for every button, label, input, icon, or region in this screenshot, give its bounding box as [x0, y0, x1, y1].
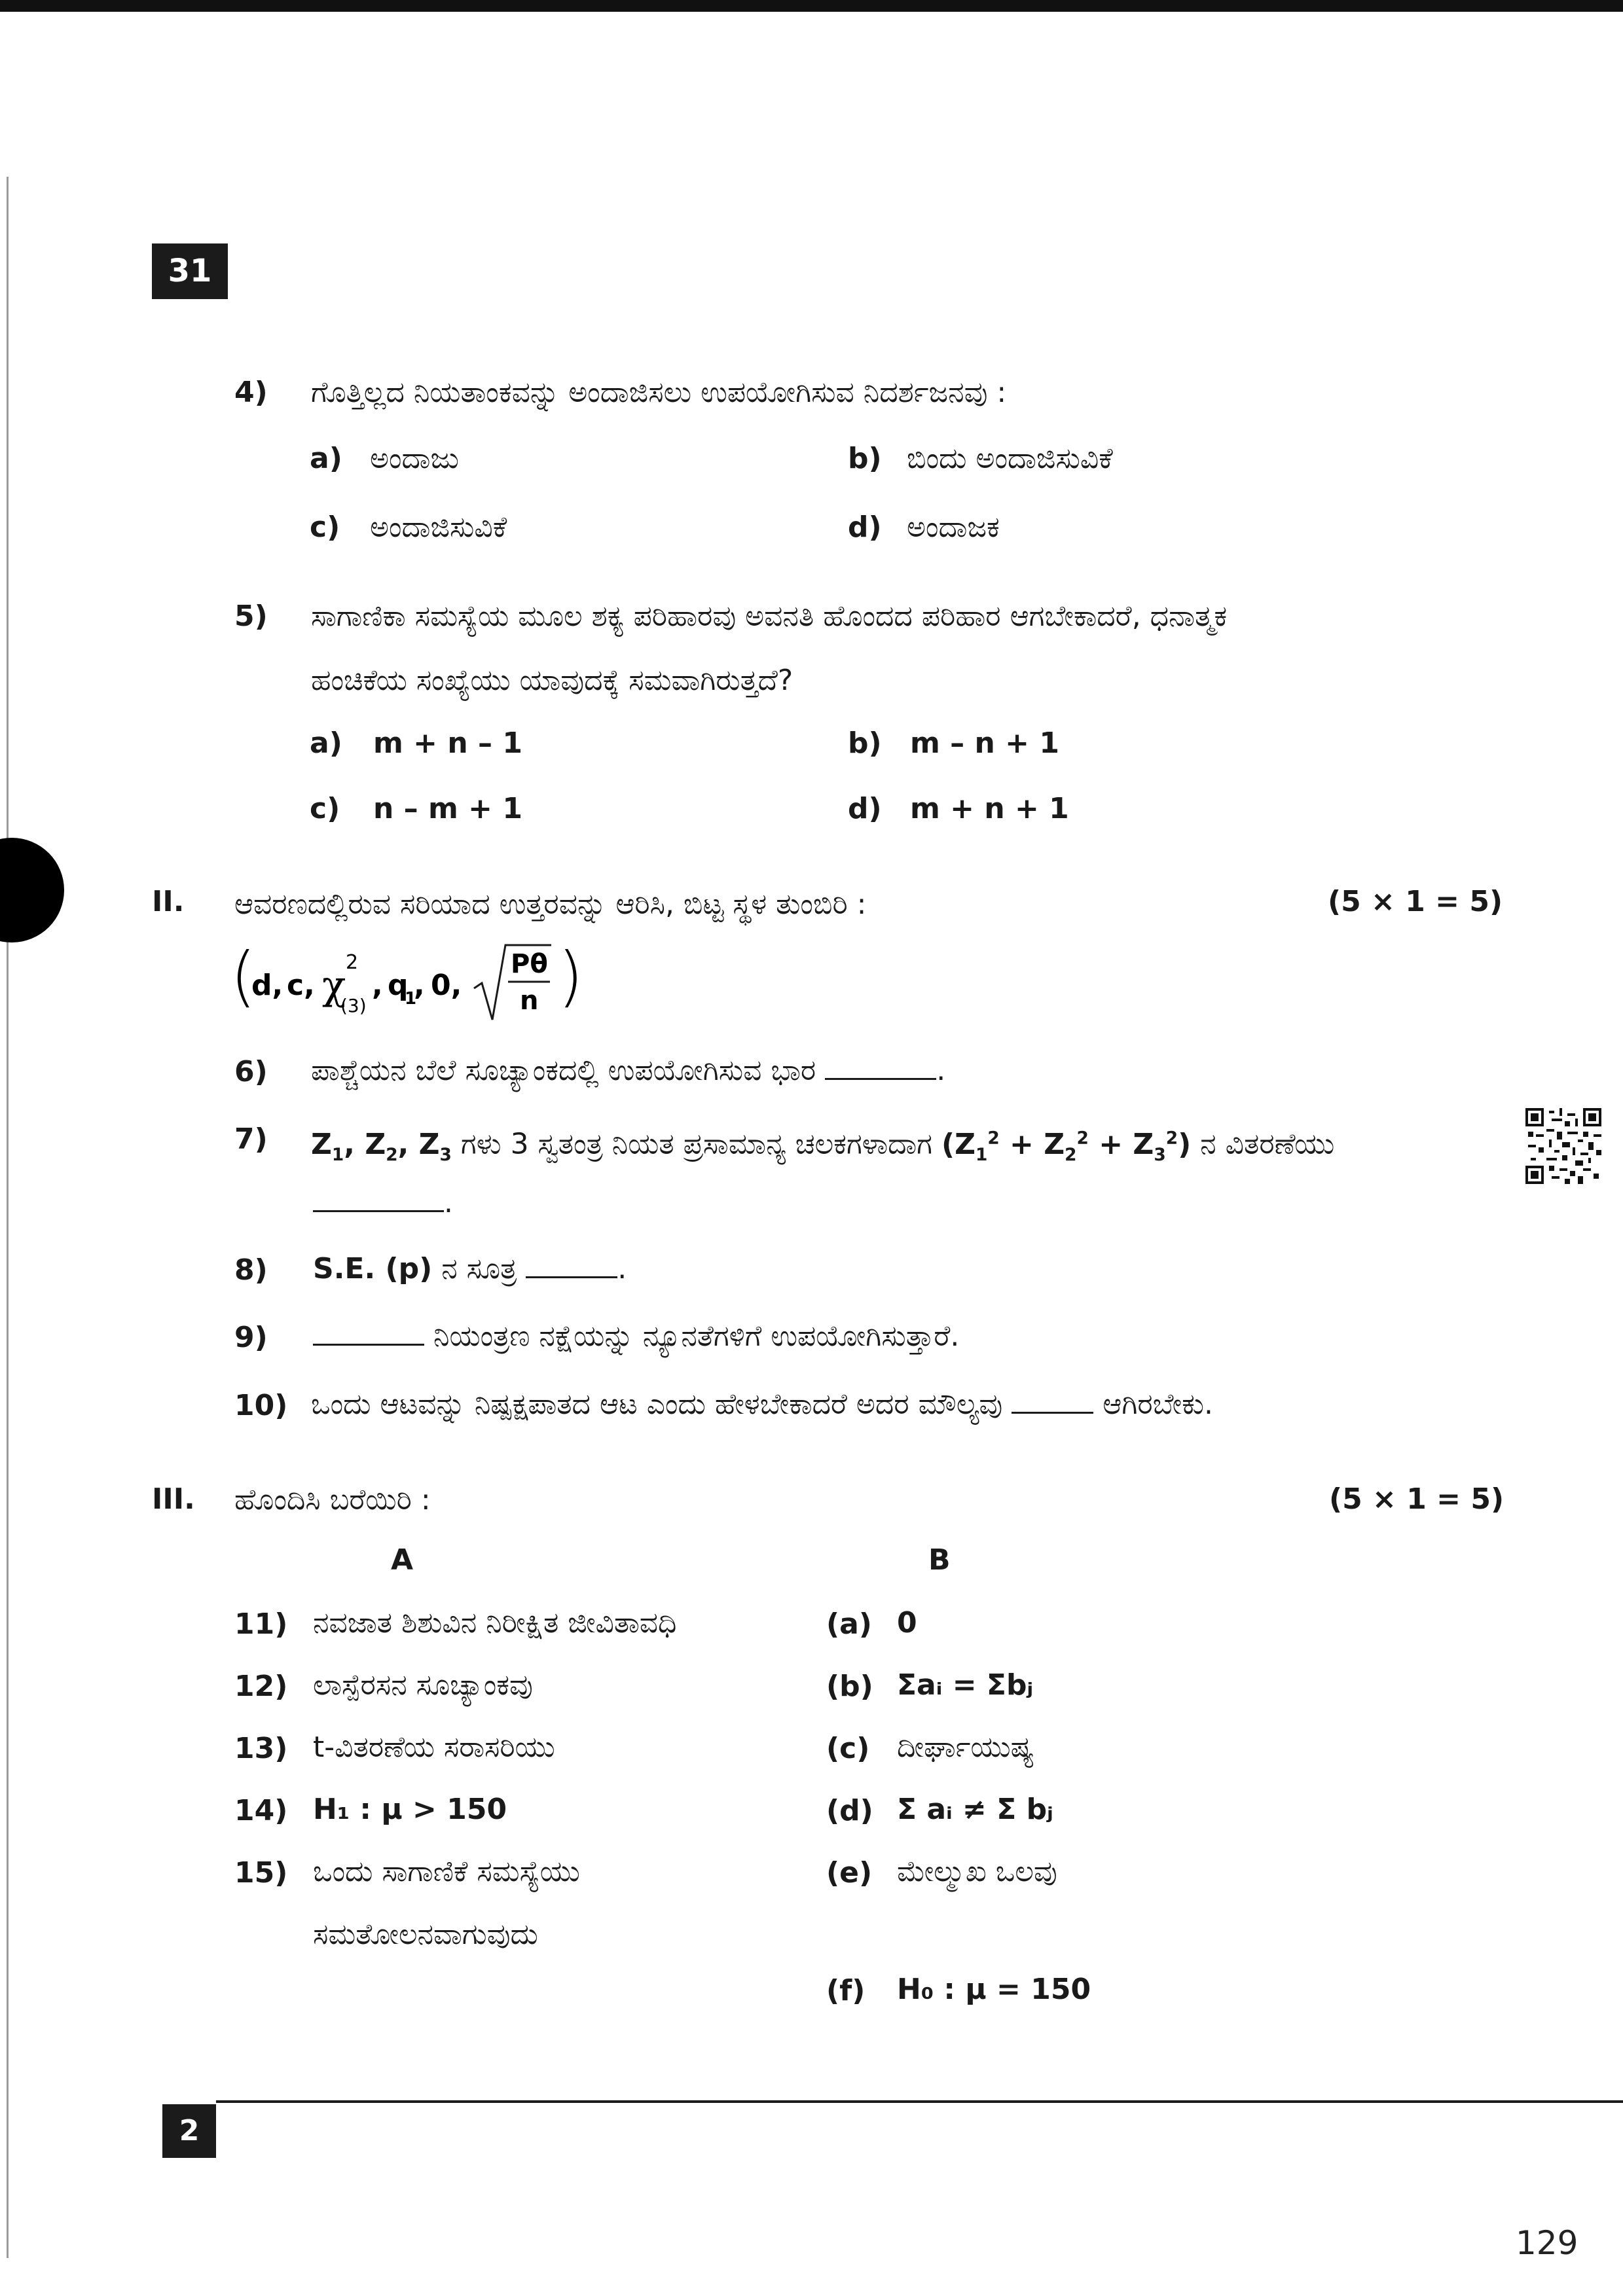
- option-text: ಅಂದಾಜಿಸುವಿಕೆ: [370, 511, 507, 544]
- option-label: a): [310, 442, 342, 475]
- question-4: [234, 373, 268, 412]
- answer-blank: [1012, 1386, 1093, 1414]
- match-a-number: 11): [234, 1607, 288, 1641]
- option-text: m – n + 1: [910, 726, 1059, 760]
- option-text: n – m + 1: [373, 792, 522, 825]
- column-b-heading: B: [928, 1543, 951, 1577]
- choice-chi: χ: [322, 963, 346, 1009]
- chi-superscript: 2: [346, 951, 359, 974]
- question-7: $Z_1$, $Z_2$, $Z_3$ ಗಳು 3 ಸ್ವತಂತ್ರ ನಿಯತ ಪ್ರಸಾಮಾನ್ಯ ಚಲಕಗಳಾದಾಗ $(Z_1^2 + Z_2^2 + Z_3^2)$ ನ ವಿತರಣೆಯು: [311, 1127, 1335, 1165]
- question-7-suffix: ನ ವಿತರಣೆಯು: [1200, 1127, 1335, 1161]
- open-paren: (: [230, 938, 257, 1014]
- column-a-heading: A: [391, 1543, 414, 1577]
- option-text: ಬಿಂದು ಅಂದಾಜಿಸುವಿಕೆ: [907, 442, 1113, 475]
- option-text: m + n – 1: [373, 726, 522, 760]
- option-label: c): [310, 792, 340, 825]
- question-number: 9): [234, 1321, 268, 1354]
- choice-zero: 0,: [431, 969, 462, 1002]
- match-a-text: H₁ : μ > 150: [313, 1793, 507, 1826]
- option-label: d): [848, 792, 882, 825]
- section-iii-numeral: III.: [152, 1482, 195, 1516]
- choice-d: d,: [251, 969, 283, 1002]
- choices-formula: [230, 936, 597, 1021]
- question-8: S.E. (p) ನ ಸೂತ್ರ .: [313, 1249, 627, 1289]
- match-a-text: ನವಜಾತ ಶಿಶುವಿನ ನಿರೀಕ್ಷಿತ ಜೀವಿತಾವಧಿ: [313, 1606, 677, 1640]
- match-b-text: H₀ : μ = 150: [897, 1973, 1091, 2006]
- svg-text:,: ,: [414, 969, 425, 1002]
- sqrt-denominator: n: [520, 986, 539, 1016]
- question-number: 10): [234, 1389, 288, 1422]
- question-8-formula: S.E. (p): [313, 1252, 433, 1285]
- match-b-text: ದೀರ್ಘಾಯುಷ್ಯ: [897, 1731, 1034, 1764]
- match-a-text: ಲಾಸ್ಪೆರಸನ ಸೂಚ್ಯಾಂಕವು: [313, 1668, 533, 1702]
- answer-blank: [526, 1250, 617, 1278]
- match-a-text-cont: ಸಮತೋಲನವಾಗುವುದು: [313, 1918, 538, 1951]
- section-iii-instruction: ಹೊಂದಿಸಿ ಬರೆಯಿರಿ :: [234, 1483, 431, 1516]
- question-6-text: ಪಾಶ್ಚೆಯನ ಬೆಲೆ ಸೂಚ್ಯಾಂಕದಲ್ಲಿ ಉಪಯೋಗಿಸುವ ಭಾರ: [311, 1054, 816, 1087]
- question-number: 6): [234, 1055, 268, 1088]
- question-10-text: ಒಂದು ಆಟವನ್ನು ನಿಷ್ಪಕ್ಷಪಾತದ ಆಟ ಎಂದು ಹೇಳಬೇಕಾದರೆ ಅದರ ಮೌಲ್ಯವು: [311, 1388, 1003, 1421]
- question-number: 5): [234, 600, 268, 633]
- question-number: 4): [234, 376, 268, 409]
- binding-hole-mark: [0, 838, 64, 942]
- match-a-number: 14): [234, 1794, 288, 1827]
- question-10: [311, 1385, 1213, 1424]
- match-a-text: t-ವಿತರಣೆಯ ಸರಾಸರಿಯು: [313, 1731, 555, 1764]
- question-8-text: ನ ಸೂತ್ರ: [441, 1252, 517, 1285]
- option-label: d): [848, 511, 882, 544]
- answer-blank: [313, 1184, 444, 1212]
- option-label: b): [848, 726, 882, 760]
- question-number: 7): [234, 1122, 268, 1156]
- section-ii-numeral: II.: [152, 885, 185, 918]
- choices-formula-svg: [230, 936, 597, 1028]
- question-7-text: ಗಳು 3 ಸ್ವತಂತ್ರ ನಿಯತ ಪ್ರಸಾಮಾನ್ಯ ಚಲಕಗಳಾದಾಗ: [460, 1127, 932, 1161]
- match-b-text: Σaᵢ = Σbⱼ: [897, 1668, 1034, 1702]
- match-b-label: (f): [826, 1974, 866, 2007]
- match-b-text: ಮೇಲ್ಮುಖ ಒಲವು: [897, 1855, 1057, 1888]
- choice-c: c,: [287, 969, 315, 1002]
- match-a-text: ಒಂದು ಸಾಗಾಣಿಕೆ ಸಮಸ್ಯೆಯು: [313, 1855, 580, 1888]
- option-text: m + n + 1: [910, 792, 1069, 825]
- top-border: [0, 0, 1623, 12]
- question-10-suffix: ಆಗಿರಬೇಕು.: [1103, 1388, 1213, 1421]
- match-b-text: Σ aᵢ ≠ Σ bⱼ: [897, 1793, 1053, 1826]
- match-a-number: 13): [234, 1732, 288, 1765]
- q-subscript: 1: [405, 989, 417, 1009]
- section-ii-marks: (5 × 1 = 5): [1328, 885, 1503, 918]
- match-b-label: (b): [826, 1670, 873, 1703]
- footer-rule: [216, 2100, 1623, 2103]
- match-b-label: (a): [826, 1607, 872, 1641]
- page-number: 129: [1516, 2224, 1578, 2262]
- left-margin-line: [7, 177, 9, 2258]
- option-text: ಅಂದಾಜಕ: [907, 511, 1000, 544]
- section-iii-marks: (5 × 1 = 5): [1329, 1482, 1504, 1516]
- match-b-text: 0: [897, 1606, 917, 1640]
- section-ii-instruction: ಆವರಣದಲ್ಲಿರುವ ಸರಿಯಾದ ಉತ್ತರವನ್ನು ಆರಿಸಿ, ಬಿಟ್ಟ ಸ್ಥಳ ತುಂಬಿರಿ :: [234, 888, 867, 921]
- chi-subscript: (3): [340, 995, 367, 1016]
- question-6: ಪಾಶ್ಚೆಯನ ಬೆಲೆ ಸೂಚ್ಯಾಂಕದಲ್ಲಿ ಉಪಯೋಗಿಸುವ ಭಾರ .: [311, 1051, 945, 1090]
- question-9: [313, 1317, 959, 1356]
- match-a-number: 12): [234, 1670, 288, 1703]
- match-b-label: (d): [826, 1794, 873, 1827]
- question-number: 8): [234, 1253, 268, 1287]
- answer-blank: [313, 1318, 424, 1346]
- match-a-number: 15): [234, 1856, 288, 1890]
- page-badge: 31: [152, 243, 228, 299]
- option-label: b): [848, 442, 882, 475]
- option-text: ಅಂದಾಜು: [370, 442, 460, 475]
- svg-text:,: ,: [372, 969, 383, 1002]
- qr-code-icon: [1525, 1108, 1601, 1184]
- question-7-blank-line: .: [313, 1183, 453, 1223]
- match-b-label: (e): [826, 1856, 873, 1890]
- question-4-text: ಗೊತ್ತಿಲ್ಲದ ನಿಯತಾಂಕವನ್ನು ಅಂದಾಜಿಸಲು ಉಪಯೋಗಿಸುವ ನಿದರ್ಶಜನವು :: [311, 376, 1007, 409]
- choice-q: q: [388, 969, 409, 1002]
- question-5-text-line1: ಸಾಗಾಣಿಕಾ ಸಮಸ್ಯೆಯ ಮೂಲ ಶಕ್ಯ ಪರಿಹಾರವು ಅವನತಿ ಹೊಂದದ ಪರಿಹಾರ ಆಗಬೇಕಾದರೆ, ಧನಾತ್ಮಕ: [311, 600, 1228, 633]
- footer-badge: 2: [162, 2104, 216, 2158]
- match-b-label: (c): [826, 1732, 870, 1765]
- option-label: c): [310, 511, 340, 544]
- question-5-text-line2: ಹಂಚಿಕೆಯ ಸಂಖ್ಯೆಯು ಯಾವುದಕ್ಕೆ ಸಮವಾಗಿರುತ್ತದೆ?: [311, 664, 793, 697]
- answer-blank: [825, 1052, 936, 1080]
- question-9-text: ನಿಯಂತ್ರಣ ನಕ್ಷೆಯನ್ನು ನ್ಯೂನತೆಗಳಿಗೆ ಉಪಯೋಗಿಸುತ್ತಾರೆ.: [433, 1319, 960, 1353]
- option-label: a): [310, 726, 342, 760]
- close-paren: ): [558, 938, 584, 1014]
- sqrt-numerator: Pθ: [511, 949, 548, 979]
